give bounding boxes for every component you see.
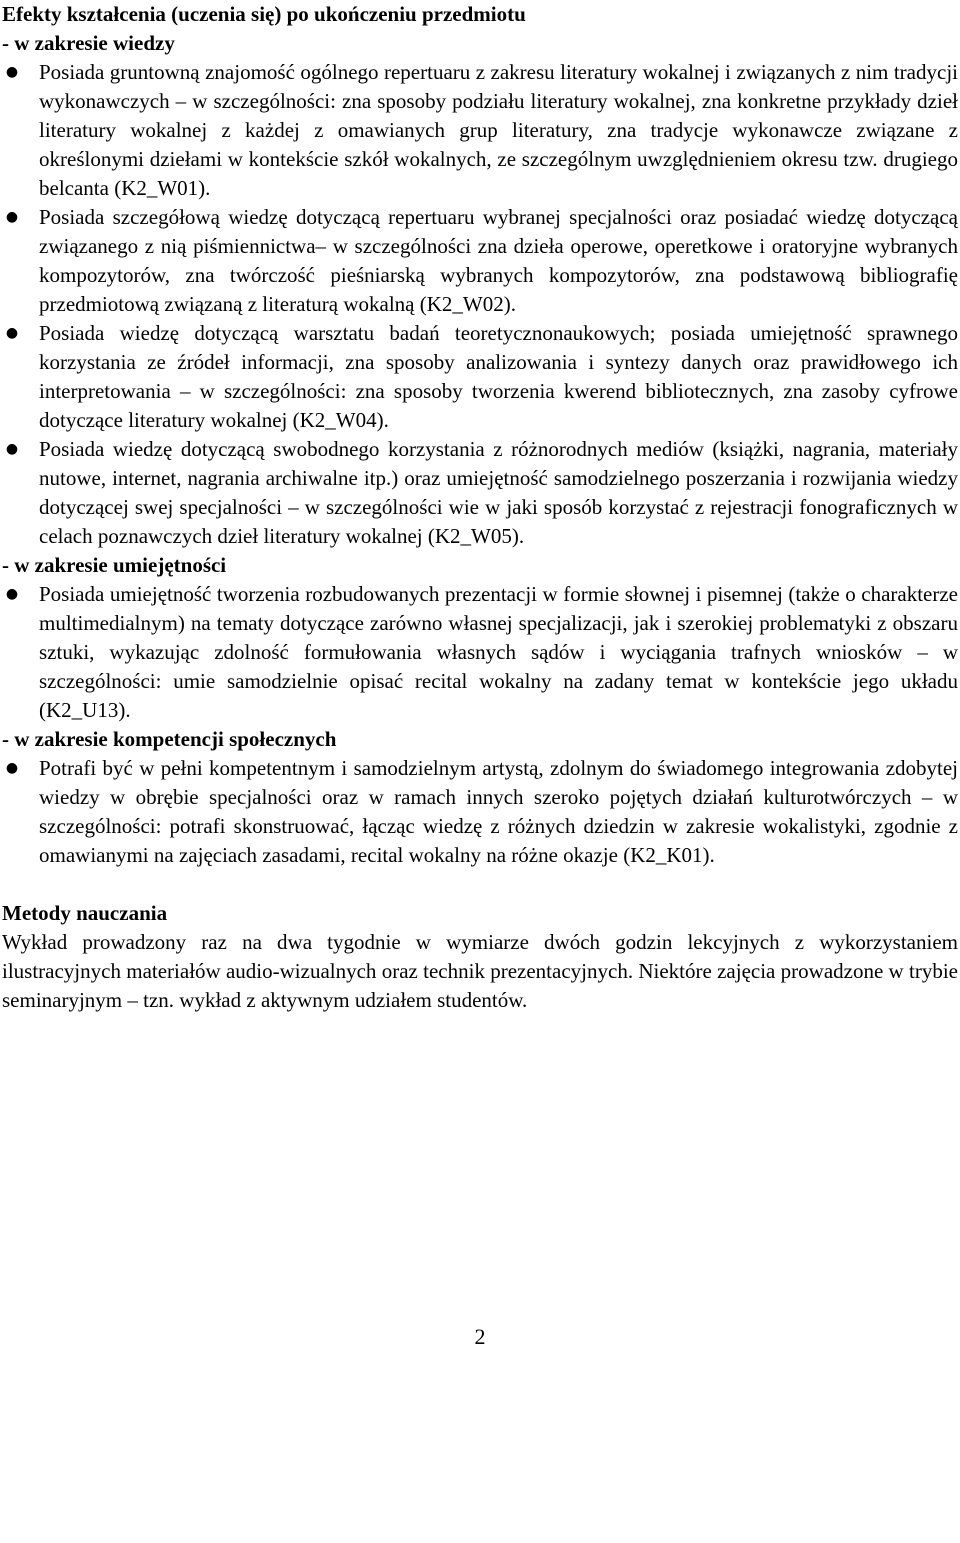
bullet-icon: ● xyxy=(5,325,19,341)
list-item-text: Potrafi być w pełni kompetentnym i samodzielnym artystą, zdolnym do świadomego integrowania zdobytej wiedzy w obrębie specjalności oraz w ramach innych szeroko pojętych działań kulturotwórczych – w szczególności: potrafi skonstruować, łącząc wiedzę z różnych dziedzin w zakresie wokalistyki, zgodnie z omawianymi na zajęciach zasadami, recital wokalny na różne okazje (K2_K01). xyxy=(39,756,958,867)
page-number: 2 xyxy=(474,1324,486,1349)
list-item-text: Posiada wiedzę dotyczącą warsztatu badań teoretycznonaukowych; posiada umiejętność sprawnego korzystania ze źródeł informacji, zna sposoby analizowania i syntezy danych oraz prawidłowego ich interpretowania – w szczególności: zna sposoby tworzenia kwerend bibliotecznych, zna zasoby cyfrowe dotyczące literatury wokalnej (K2_W04). xyxy=(39,321,958,432)
list-item-text: Posiada umiejętność tworzenia rozbudowanych prezentacji w formie słownej i pisemnej (także o charakterze multimedialnym) na tematy dotyczące zarówno własnej specjalizacji, jak i szerokiej problematyki z obszaru sztuki, wykazując zdolność formułowania własnych sądów i wyciągania trafnych wniosków – w szczególności: umie samodzielnie opisać recital wokalny na zadany temat w kontekście jego układu (K2_U13). xyxy=(39,582,958,722)
section-skills xyxy=(2,551,958,725)
section-knowledge xyxy=(2,29,958,551)
bullet-icon: ● xyxy=(5,586,19,602)
list-item xyxy=(2,319,958,435)
section-methods xyxy=(2,899,958,1015)
list-item-text: Posiada wiedzę dotyczącą swobodnego korzystania z różnorodnych mediów (książki, nagrania, materiały nutowe, internet, nagrania archiwalne itp.) oraz umiejętność samodzielnego poszerzania i rozwijania wiedzy dotyczącej swej specjalności – w szczególności wie w jaki sposób korzystać z rejestracji fonograficznych w celach poznawczych dzieł literatury wokalnej (K2_W05). xyxy=(39,437,958,548)
methods-paragraph: Wykład prowadzony raz na dwa tygodnie w wymiarze dwóch godzin lekcyjnych z wykorzystaniem ilustracyjnych materiałów audio-wizualnych oraz technik prezentacyjnych. Niektóre zajęcia prowadzone w trybie seminaryjnym – tzn. wykład z aktywnym udziałem studentów. xyxy=(2,930,958,1012)
section-spacer xyxy=(2,870,958,899)
section-heading-knowledge: - w zakresie wiedzy xyxy=(2,31,175,55)
list-item-text: Posiada szczegółową wiedzę dotyczącą repertuaru wybranej specjalności oraz posiadać wiedzę dotyczącą związanego z nią piśmiennictwa– w szczególności zna dzieła operowe, operetkowe i oratoryjne wybranych kompozytorów, zna twórczość pieśniarską wybranych kompozytorów, zna podstawową bibliografię przedmiotową związaną z literaturą wokalną (K2_W02). xyxy=(39,205,958,316)
bullet-icon: ● xyxy=(5,441,19,457)
section-social-competences xyxy=(2,725,958,870)
section-heading-social: - w zakresie kompetencji społecznych xyxy=(2,727,337,751)
social-list xyxy=(2,754,958,870)
list-item-text: Posiada gruntowną znajomość ogólnego repertuaru z zakresu literatury wokalnej i związanych z nim tradycji wykonawczych – w szczególności: zna sposoby podziału literatury wokalnej, zna konkretne przykłady dzieł literatury wokalnej z każdej z omawianych grup literatury, zna tradycje wykonawcze związane z określonymi dziełami w kontekście szkół wokalnych, ze szczególnym uwzględnieniem okresu tzw. drugiego belcanta (K2_W01). xyxy=(39,60,958,200)
section-heading-methods: Metody nauczania xyxy=(2,901,168,925)
list-item xyxy=(2,203,958,319)
page-title: Efekty kształcenia (uczenia się) po ukończeniu przedmiotu xyxy=(2,2,526,26)
bullet-icon: ● xyxy=(5,760,19,776)
skills-list xyxy=(2,580,958,725)
list-item xyxy=(2,435,958,551)
bullet-icon: ● xyxy=(5,64,19,80)
bullet-icon: ● xyxy=(5,209,19,225)
list-item xyxy=(2,754,958,870)
knowledge-list xyxy=(2,58,958,551)
section-heading-skills: - w zakresie umiejętności xyxy=(2,553,227,577)
list-item xyxy=(2,58,958,203)
list-item xyxy=(2,580,958,725)
